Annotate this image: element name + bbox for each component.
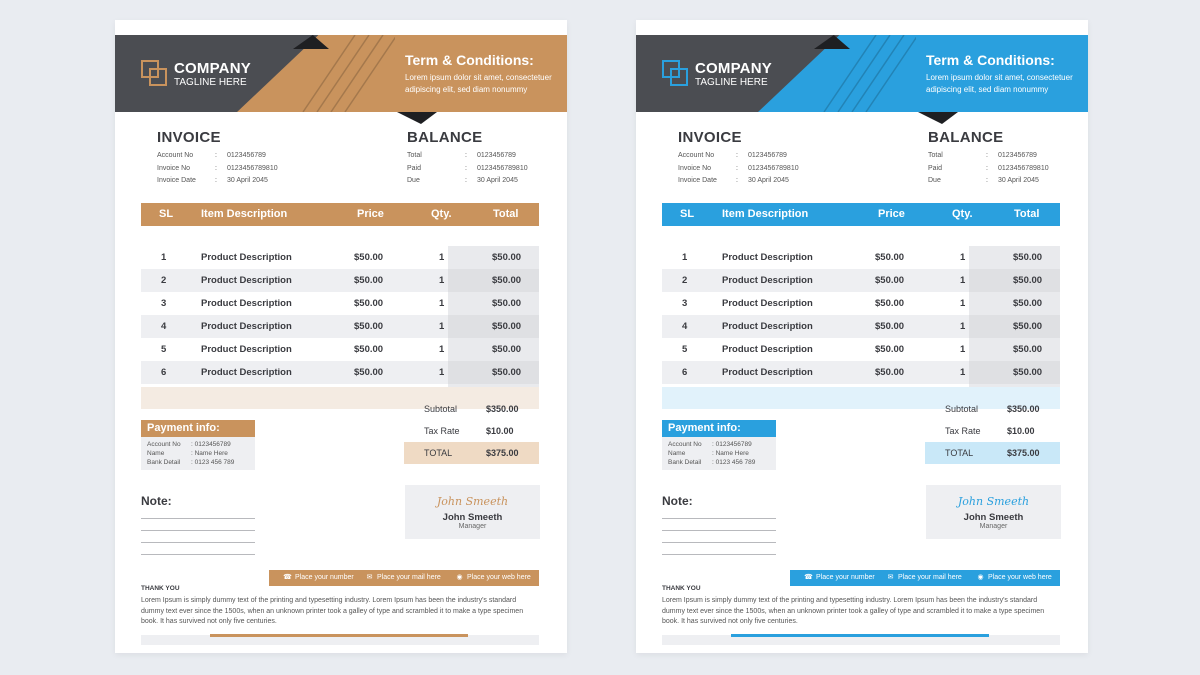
note-label: Note: — [662, 494, 693, 508]
field-value: 0123456789 — [477, 152, 516, 159]
header-qty: Qty. — [431, 208, 452, 220]
summary-value: $375.00 — [486, 448, 519, 458]
signature-name: John Smeeth — [963, 512, 1024, 523]
balance-heading: BALANCE — [407, 129, 483, 146]
field-label: Due — [928, 177, 941, 184]
header-description: Item Description — [722, 208, 809, 220]
payment-row — [147, 449, 255, 458]
company-name: COMPANY — [695, 60, 772, 77]
field-colon: : — [215, 164, 217, 172]
payment-value: : Name Here — [191, 450, 228, 457]
field-value: 0123456789810 — [748, 164, 799, 172]
payment-value: : 0123 456 789 — [712, 459, 756, 466]
header-description: Item Description — [201, 208, 288, 220]
row-total: $50.00 — [1013, 344, 1043, 355]
row-qty: 1 — [439, 367, 445, 378]
table-row — [141, 269, 539, 292]
payment-value: : 0123456789 — [191, 441, 231, 448]
contact-phone: ☎ Place your number — [804, 574, 875, 581]
payment-title: Payment info: — [141, 420, 255, 437]
summary-value: $350.00 — [486, 404, 519, 414]
header-total: Total — [1014, 208, 1040, 220]
table-row — [662, 246, 1060, 269]
row-price: $50.00 — [875, 321, 905, 332]
row-qty: 1 — [960, 367, 966, 378]
row-price: $50.00 — [354, 321, 384, 332]
payment-value: : 0123 456 789 — [191, 459, 235, 466]
table-header — [662, 203, 1060, 226]
row-sl: 5 — [682, 344, 688, 355]
field-colon: : — [736, 164, 738, 172]
row-description: Product Description — [201, 321, 292, 332]
summary-value: $10.00 — [486, 426, 514, 436]
payment-row — [668, 440, 776, 449]
row-total: $50.00 — [1013, 367, 1043, 378]
globe-icon: ◉ — [977, 574, 984, 581]
payment-row — [147, 440, 255, 449]
row-qty: 1 — [960, 321, 966, 332]
signature-script: John Smeeth — [957, 495, 1030, 508]
note-line — [141, 542, 255, 543]
field-value: 0123456789 — [748, 152, 787, 159]
header-total: Total — [493, 208, 519, 220]
field-value: 0123456789810 — [477, 164, 528, 172]
payment-title: Payment info: — [662, 420, 776, 437]
contact-bar — [790, 570, 1060, 586]
field-colon: : — [736, 152, 738, 159]
row-total: $50.00 — [492, 252, 522, 263]
table-row — [141, 315, 539, 338]
header-qty: Qty. — [952, 208, 973, 220]
row-qty: 1 — [439, 275, 445, 286]
note-line — [662, 542, 776, 543]
row-description: Product Description — [201, 367, 292, 378]
payment-value: : 0123456789 — [712, 441, 752, 448]
invoice-sheet-blue — [636, 20, 1088, 653]
summary-label: Tax Rate — [945, 426, 981, 436]
summary-label: Subtotal — [424, 404, 458, 414]
contact-web: ◉ Place your web here — [977, 574, 1052, 581]
footer-accent — [731, 634, 989, 637]
field-value: 0123456789810 — [227, 164, 278, 172]
summary-label: TOTAL — [424, 448, 453, 458]
payment-label: Bank Detail — [668, 459, 702, 466]
field-colon: : — [465, 177, 467, 184]
field-value: 30 April 2045 — [477, 177, 518, 184]
table-row — [662, 292, 1060, 315]
row-sl: 3 — [161, 298, 167, 309]
field-colon: : — [986, 152, 988, 159]
field-label: Invoice Date — [157, 177, 196, 184]
company-name: COMPANY — [174, 60, 251, 77]
field-value: 30 April 2045 — [748, 177, 789, 184]
header-sl: SL — [680, 208, 695, 220]
row-sl: 4 — [161, 321, 167, 332]
row-sl: 1 — [682, 252, 688, 263]
field-value: 0123456789 — [227, 152, 266, 159]
row-total: $50.00 — [492, 298, 522, 309]
row-price: $50.00 — [875, 252, 905, 263]
field-colon: : — [736, 177, 738, 184]
thank-you-label: THANK YOU — [662, 585, 701, 592]
field-label: Paid — [928, 164, 943, 172]
field-label: Due — [407, 177, 420, 184]
row-price: $50.00 — [875, 344, 905, 355]
field-colon: : — [215, 152, 217, 159]
contact-mail: ✉ Place your mail here — [887, 574, 962, 581]
note-line — [141, 530, 255, 531]
row-price: $50.00 — [354, 252, 384, 263]
payment-row — [147, 458, 255, 467]
row-qty: 1 — [439, 252, 445, 263]
invoice-details-row — [678, 175, 799, 188]
note-line — [662, 530, 776, 531]
field-label: Account No — [157, 152, 194, 159]
row-description: Product Description — [722, 367, 813, 378]
row-price: $50.00 — [354, 344, 384, 355]
row-total: $50.00 — [492, 367, 522, 378]
row-description: Product Description — [722, 298, 813, 309]
payment-value: : Name Here — [712, 450, 749, 457]
row-qty: 1 — [960, 252, 966, 263]
row-sl: 2 — [161, 275, 167, 286]
table-row — [662, 269, 1060, 292]
globe-icon: ◉ — [456, 574, 463, 581]
contact-web: ◉ Place your web here — [456, 574, 531, 581]
note-line — [141, 554, 255, 555]
row-price: $50.00 — [354, 367, 384, 378]
row-price: $50.00 — [875, 275, 905, 286]
summary-subtotal — [925, 398, 1060, 420]
header-price: Price — [878, 208, 905, 220]
signature-box — [405, 485, 540, 539]
thank-you-label: THANK YOU — [141, 585, 180, 592]
row-total: $50.00 — [1013, 321, 1043, 332]
row-qty: 1 — [439, 321, 445, 332]
summary-total — [925, 442, 1060, 464]
field-label: Total — [407, 152, 422, 159]
field-label: Total — [928, 152, 943, 159]
contact-mail: ✉ Place your mail here — [366, 574, 441, 581]
summary-label: TOTAL — [945, 448, 974, 458]
footer-text: Lorem Ipsum is simply dummy text of the printing and typesetting industry. Lorem Ipsum has been the industry's standard dummy text ever since the 1500s, when an unknown printer took a galley of type and scrambled it to make a type specimen book. It has survived not only five centuries. — [662, 597, 1045, 625]
summary-value: $350.00 — [1007, 404, 1040, 414]
field-label: Invoice No — [157, 164, 191, 172]
row-total: $50.00 — [1013, 298, 1043, 309]
row-sl: 6 — [161, 367, 167, 378]
balance-heading: BALANCE — [928, 129, 1004, 146]
footer-text: Lorem Ipsum is simply dummy text of the printing and typesetting industry. Lorem Ipsum has been the industry's standard dummy text ever since the 1500s, when an unknown printer took a galley of type and scrambled it to make a type specimen book. It has survived not only five centuries. — [141, 597, 524, 625]
field-colon: : — [465, 152, 467, 159]
invoice-heading: INVOICE — [157, 129, 221, 146]
payment-details — [662, 437, 776, 470]
invoice-heading: INVOICE — [678, 129, 742, 146]
field-value: 30 April 2045 — [998, 177, 1039, 184]
invoice-details-row — [157, 150, 278, 163]
field-colon: : — [215, 177, 217, 184]
invoice-details-row — [678, 163, 799, 176]
note-line — [662, 518, 776, 519]
mail-icon: ✉ — [366, 574, 373, 581]
table-row — [141, 246, 539, 269]
summary-label: Tax Rate — [424, 426, 460, 436]
invoice-details-row — [157, 175, 278, 188]
row-qty: 1 — [960, 344, 966, 355]
invoice-details-row — [678, 150, 799, 163]
row-qty: 1 — [960, 275, 966, 286]
company-logo-icon — [662, 60, 690, 88]
field-label: Account No — [678, 152, 715, 159]
table-row — [662, 338, 1060, 361]
summary-tax-rate — [925, 420, 1060, 442]
row-total: $50.00 — [492, 275, 522, 286]
summary-tax-rate — [404, 420, 539, 442]
signature-name: John Smeeth — [442, 512, 503, 523]
field-label: Invoice No — [678, 164, 712, 172]
balance-details — [928, 150, 1049, 188]
terms-title: Term & Conditions: — [926, 52, 1055, 68]
contact-bar — [269, 570, 539, 586]
row-description: Product Description — [201, 344, 292, 355]
terms-text: Lorem ipsum dolor sit amet, consectetuer adipiscing elit, sed diam nonummy — [405, 73, 552, 94]
row-sl: 3 — [682, 298, 688, 309]
balance-details-row — [928, 150, 1049, 163]
row-total: $50.00 — [492, 344, 522, 355]
signature-script: John Smeeth — [436, 495, 509, 508]
balance-details-row — [928, 175, 1049, 188]
balance-details-row — [928, 163, 1049, 176]
table-header — [141, 203, 539, 226]
header-corner-fold — [397, 112, 437, 124]
row-total: $50.00 — [1013, 252, 1043, 263]
invoice-details — [678, 150, 799, 188]
field-value: 0123456789 — [998, 152, 1037, 159]
invoice-details-row — [157, 163, 278, 176]
table-row — [141, 361, 539, 384]
table-row — [141, 338, 539, 361]
row-qty: 1 — [439, 298, 445, 309]
summary-label: Subtotal — [945, 404, 979, 414]
payment-label: Name — [147, 450, 165, 457]
mail-icon: ✉ — [887, 574, 894, 581]
balance-details-row — [407, 163, 528, 176]
signature-box — [926, 485, 1061, 539]
invoice-sheet-orange — [115, 20, 567, 653]
row-price: $50.00 — [354, 275, 384, 286]
row-sl: 6 — [682, 367, 688, 378]
row-total: $50.00 — [1013, 275, 1043, 286]
payment-row — [668, 449, 776, 458]
terms-title: Term & Conditions: — [405, 52, 534, 68]
note-line — [662, 554, 776, 555]
field-label: Invoice Date — [678, 177, 717, 184]
company-tagline: TAGLINE HERE — [695, 77, 768, 88]
row-sl: 1 — [161, 252, 167, 263]
row-total: $50.00 — [492, 321, 522, 332]
contact-phone: ☎ Place your number — [283, 574, 354, 581]
company-logo-icon — [141, 60, 169, 88]
row-description: Product Description — [722, 275, 813, 286]
row-qty: 1 — [439, 344, 445, 355]
field-value: 0123456789810 — [998, 164, 1049, 172]
note-line — [141, 518, 255, 519]
row-qty: 1 — [960, 298, 966, 309]
payment-label: Account No — [147, 441, 181, 448]
field-label: Paid — [407, 164, 422, 172]
phone-icon: ☎ — [283, 574, 292, 581]
table-row — [662, 315, 1060, 338]
row-sl: 2 — [682, 275, 688, 286]
field-value: 30 April 2045 — [227, 177, 268, 184]
header-sl: SL — [159, 208, 174, 220]
payment-details — [141, 437, 255, 470]
balance-details-row — [407, 150, 528, 163]
company-tagline: TAGLINE HERE — [174, 77, 247, 88]
footer-accent — [210, 634, 468, 637]
summary-value: $375.00 — [1007, 448, 1040, 458]
field-colon: : — [986, 164, 988, 172]
payment-label: Bank Detail — [147, 459, 181, 466]
row-sl: 5 — [161, 344, 167, 355]
row-sl: 4 — [682, 321, 688, 332]
payment-label: Name — [668, 450, 686, 457]
note-label: Note: — [141, 494, 172, 508]
payment-label: Account No — [668, 441, 702, 448]
summary-subtotal — [404, 398, 539, 420]
header-corner-fold — [918, 112, 958, 124]
payment-row — [668, 458, 776, 467]
terms-text: Lorem ipsum dolor sit amet, consectetuer adipiscing elit, sed diam nonummy — [926, 73, 1073, 94]
field-colon: : — [465, 164, 467, 172]
signature-role: Manager — [458, 523, 487, 530]
summary-total — [404, 442, 539, 464]
row-description: Product Description — [201, 252, 292, 263]
summary-value: $10.00 — [1007, 426, 1035, 436]
invoice-details — [157, 150, 278, 188]
phone-icon: ☎ — [804, 574, 813, 581]
field-colon: : — [986, 177, 988, 184]
row-description: Product Description — [722, 344, 813, 355]
table-row — [662, 361, 1060, 384]
row-price: $50.00 — [875, 298, 905, 309]
row-price: $50.00 — [354, 298, 384, 309]
row-description: Product Description — [201, 298, 292, 309]
row-description: Product Description — [722, 321, 813, 332]
row-description: Product Description — [722, 252, 813, 263]
balance-details — [407, 150, 528, 188]
balance-details-row — [407, 175, 528, 188]
row-price: $50.00 — [875, 367, 905, 378]
row-description: Product Description — [201, 275, 292, 286]
header-price: Price — [357, 208, 384, 220]
table-row — [141, 292, 539, 315]
signature-role: Manager — [979, 523, 1008, 530]
